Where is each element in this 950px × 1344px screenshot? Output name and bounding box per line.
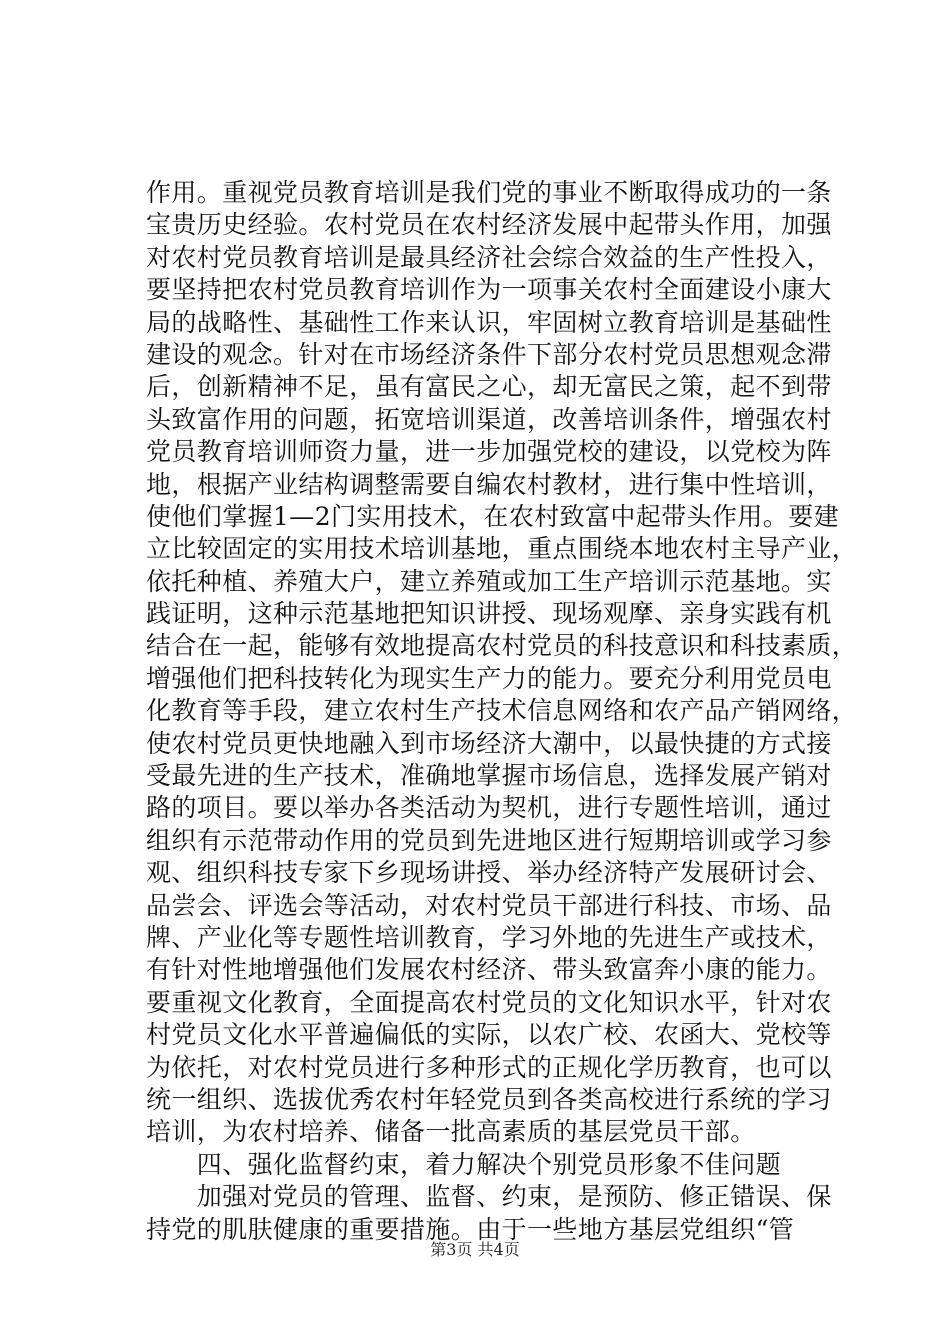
text-line: 培训，为农村培养、储备一批高素质的基层党员干部。 [146, 1117, 756, 1147]
text-line: 组织有示范带动作用的党员到先进地区进行短期培训或学习参 [146, 825, 832, 855]
page-number-footer: 第3页 共4页 [430, 1240, 520, 1259]
text-line: 受最先进的生产技术，准确地掌握市场信息，选择发展产销对 [146, 761, 832, 791]
body-text [146, 177, 858, 1246]
text-line: 使农村党员更快地融入到市场经济大潮中，以最快捷的方式接 [146, 728, 832, 758]
text-line: 依托种植、养殖大户，建立养殖或加工生产培训示范基地。实 [146, 566, 832, 596]
text-line: 增强他们把科技转化为现实生产力的能力。要充分利用党员电 [146, 663, 832, 693]
text-line: 使他们掌握1—2门实用技术，在农村致富中起带头作用。要建 [146, 501, 840, 531]
text-line: 立比较固定的实用技术培训基地，重点围绕本地农村主导产业， [146, 534, 858, 564]
text-line: 牌、产业化等专题性培训教育，学习外地的先进生产或技术， [146, 922, 832, 952]
text-line: 要坚持把农村党员教育培训作为一项事关农村全面建设小康大 [146, 275, 832, 305]
text-line: 化教育等手段，建立农村生产技术信息网络和农产品产销网络， [146, 696, 858, 726]
text-line: 有针对性地增强他们发展农村经济、带头致富奔小康的能力。 [146, 955, 832, 985]
text-line: 头致富作用的问题，拓宽培训渠道，改善培训条件，增强农村 [146, 404, 832, 434]
text-line: 要重视文化教育，全面提高农村党员的文化知识水平，针对农 [146, 987, 832, 1017]
text-line: 后，创新精神不足，虽有富民之心，却无富民之策，起不到带 [146, 372, 832, 402]
text-line: 持党的肌肤健康的重要措施。由于一些地方基层党组织“管 [146, 1214, 795, 1244]
text-line: 地，根据产业结构调整需要自编农村教材，进行集中性培训， [146, 469, 832, 499]
text-line: 品尝会、评选会等活动，对农村党员干部进行科技、市场、品 [146, 890, 832, 920]
text-line: 作用。重视党员教育培训是我们党的事业不断取得成功的一条 [146, 178, 832, 207]
text-line: 为依托，对农村党员进行多种形式的正规化学历教育，也可以 [146, 1052, 832, 1082]
text-line: 党员教育培训师资力量，进一步加强党校的建设，以党校为阵 [146, 437, 832, 467]
text-line: 统一组织、选拔优秀农村年轻党员到各类高校进行系统的学习 [146, 1084, 832, 1114]
text-line: 践证明，这种示范基地把知识讲授、现场观摩、亲身实践有机 [146, 599, 832, 629]
text-line: 加强对党员的管理、监督、约束，是预防、修正错误、保 [146, 1182, 832, 1212]
text-line: 观、组织科技专家下乡现场讲授、举办经济特产发展研讨会、 [146, 858, 832, 888]
text-line: 对农村党员教育培训是最具经济社会综合效益的生产性投入， [146, 242, 832, 272]
text-line: 结合在一起，能够有效地提高农村党员的科技意识和科技素质， [146, 631, 858, 661]
text-line: 村党员文化水平普遍偏低的实际，以农广校、农函大、党校等 [146, 1020, 832, 1050]
text-line: 局的战略性、基础性工作来认识，牢固树立教育培训是基础性 [146, 307, 832, 337]
text-line: 宝贵历史经验。农村党员在农村经济发展中起带头作用，加强 [146, 210, 832, 240]
text-line: 路的项目。要以举办各类活动为契机，进行专题性培训，通过 [146, 793, 832, 823]
text-line: 建设的观念。针对在市场经济条件下部分农村党员思想观念滞 [146, 339, 832, 369]
section-heading: 四、强化监督约束，着力解决个别党员形象不佳问题 [146, 1149, 782, 1179]
